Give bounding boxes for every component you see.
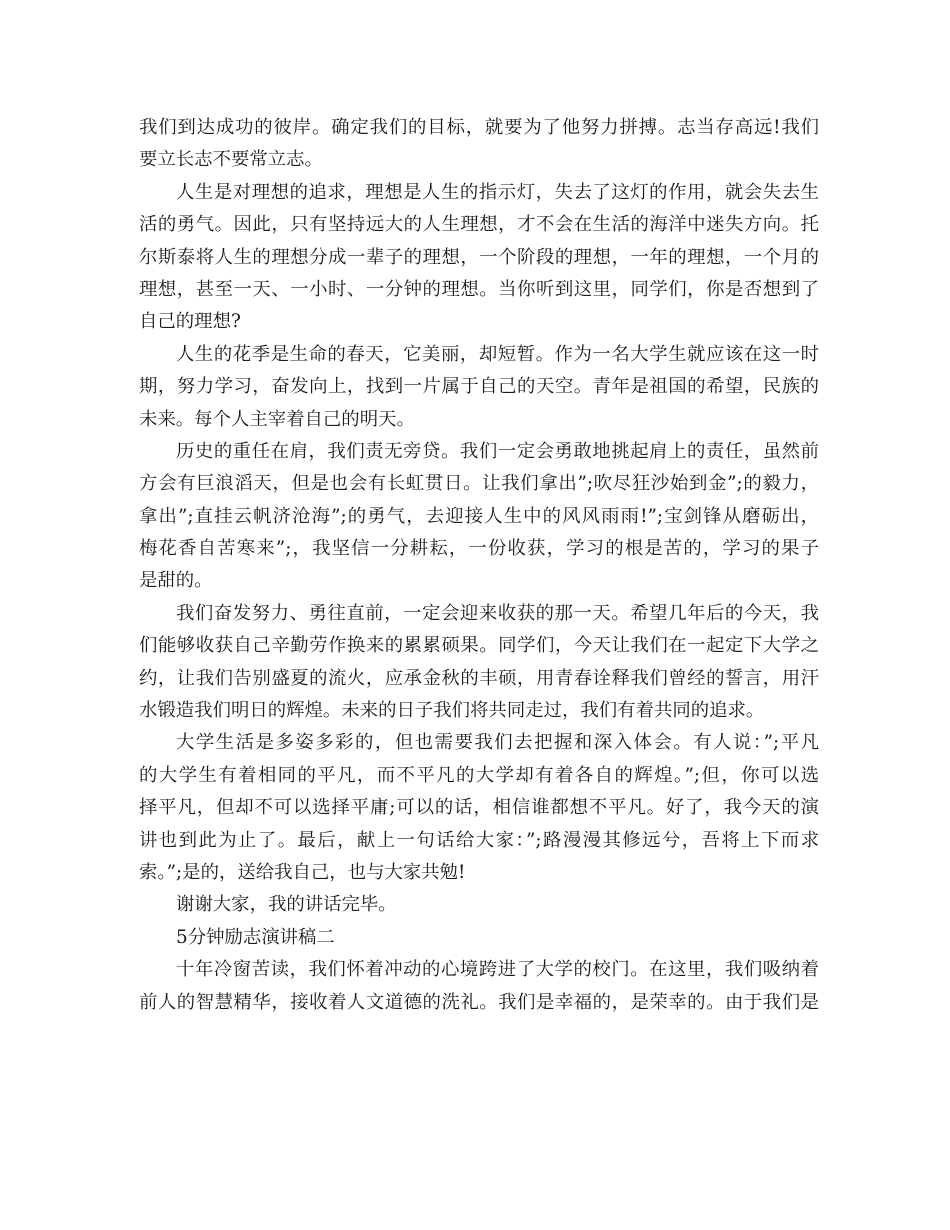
text-line: 活的勇气。因此，只有坚持远大的人生理想，才不会在生活的海洋中迷失方向。托 bbox=[139, 214, 819, 236]
text-line: 未来。每个人主宰着自己的明天。 bbox=[139, 408, 415, 430]
text-line: 择平凡，但却不可以选择平庸;可以的话，相信谁都想不平凡。好了，我今天的演 bbox=[139, 797, 819, 819]
text-line: 拿出”;直挂云帆济沧海”;的勇气，去迎接人生中的风风雨雨!”;宝剑锋从磨砺出， bbox=[139, 505, 819, 527]
text-line: 尔斯泰将人生的理想分成一辈子的理想，一个阶段的理想，一年的理想，一个月的 bbox=[139, 246, 819, 268]
paragraph-first-line: 5分钟励志演讲稿二 bbox=[176, 926, 335, 948]
text-line: 水锻造我们明日的辉煌。未来的日子我们将共同走过，我们有着共同的追求。 bbox=[139, 700, 765, 722]
paragraph-first-line: 人生的花季是生命的春天，它美丽，却短暂。作为一名大学生就应该在这一时 bbox=[176, 343, 819, 365]
text-line: 的大学生有着相同的平凡，而不平凡的大学却有着各自的辉煌。”;但，你可以选 bbox=[139, 764, 819, 786]
text-line: 索。”;是的，送给我自己，也与大家共勉! bbox=[139, 861, 466, 883]
text-line: 梅花香自苦寒来”;，我坚信一分耕耘，一份收获，学习的根是苦的，学习的果子 bbox=[139, 538, 819, 560]
text-line: 期，努力学习，奋发向上，找到一片属于自己的天空。青年是祖国的希望，民族的 bbox=[139, 376, 819, 398]
text-line: 讲也到此为止了。最后，献上一句话给大家：”;路漫漫其修远兮，吾将上下而求 bbox=[139, 829, 819, 851]
text-line: 前人的智慧精华，接收着人文道德的洗礼。我们是幸福的，是荣幸的。由于我们是 bbox=[139, 991, 819, 1013]
document-body bbox=[139, 112, 819, 1019]
text-line: 约，让我们告别盛夏的流火，应承金秋的丰硕，用青春诠释我们曾经的誓言，用汗 bbox=[139, 667, 819, 689]
text-line: 方会有巨浪滔天，但是也会有长虹贯日。让我们拿出”;吹尽狂沙始到金”;的毅力， bbox=[139, 473, 819, 495]
paragraph-first-line: 我们奋发努力、勇往直前，一定会迎来收获的那一天。希望几年后的今天，我 bbox=[176, 602, 819, 624]
text-line: 是甜的。 bbox=[139, 570, 213, 592]
text-line: 我们到达成功的彼岸。确定我们的目标，就要为了他努力拼搏。志当存高远!我们 bbox=[139, 117, 819, 138]
paragraph-first-line: 十年冷窗苦读，我们怀着冲动的心境跨进了大学的校门。在这里，我们吸纳着 bbox=[176, 959, 819, 981]
text-line: 们能够收获自己辛勤劳作换来的累累硕果。同学们，今天让我们在一起定下大学之 bbox=[139, 635, 819, 657]
text-line: 理想，甚至一天、一小时、一分钟的理想。当你听到这里，同学们，你是否想到了 bbox=[139, 278, 819, 300]
text-line: 自己的理想? bbox=[139, 311, 241, 333]
paragraph-first-line: 谢谢大家，我的讲话完毕。 bbox=[176, 894, 397, 916]
paragraph-first-line: 人生是对理想的追求，理想是人生的指示灯，失去了这灯的作用，就会失去生 bbox=[176, 181, 819, 203]
paragraph-first-line: 大学生活是多姿多彩的，但也需要我们去把握和深入体会。有人说：”;平凡 bbox=[176, 732, 819, 754]
paragraph-first-line: 历史的重任在肩，我们责无旁贷。我们一定会勇敢地挑起肩上的责任，虽然前 bbox=[176, 440, 819, 462]
text-line: 要立长志不要常立志。 bbox=[139, 149, 323, 171]
